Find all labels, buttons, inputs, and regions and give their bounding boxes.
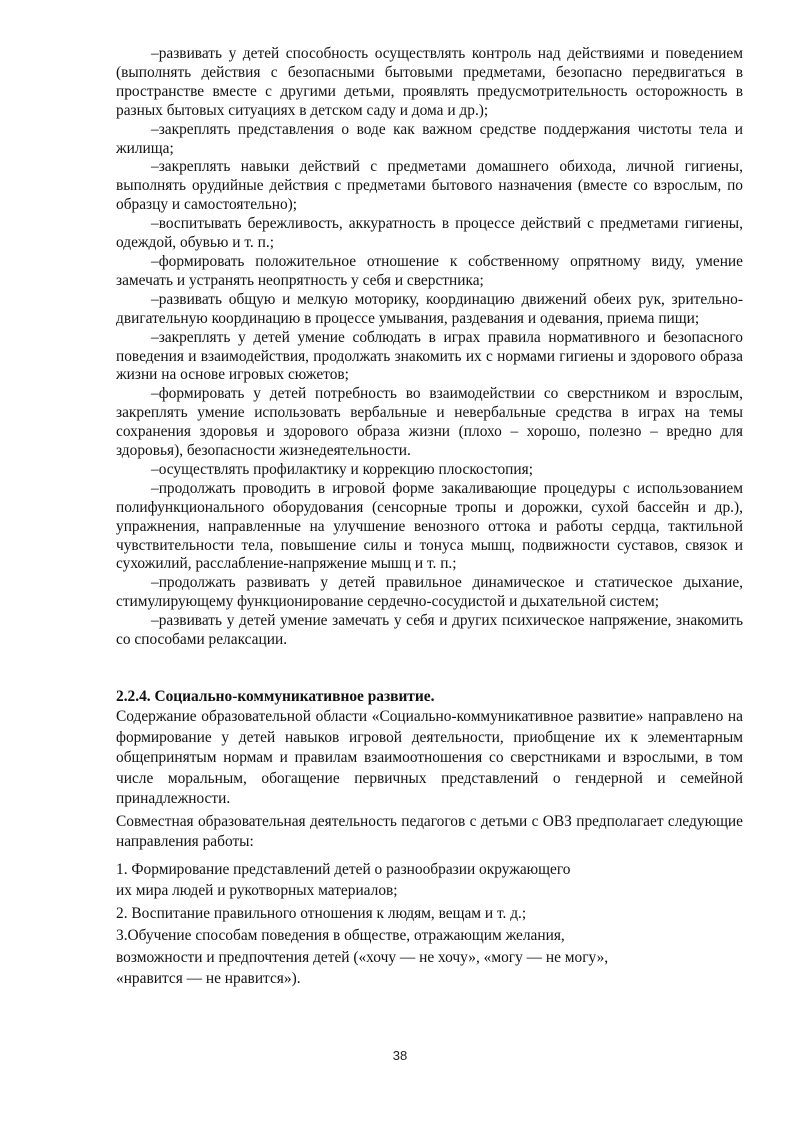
list-line: возможности и предпочтения детей («хочу — не хочу», «могу — не могу», [116,948,609,966]
list-line: их мира людей и рукотворных материалов; [116,882,398,899]
bullet-item: –продолжать проводить в игровой форме закаливающие процедуры с использованием полифункционального оборудования (сенсорные тропы и дорожки, сухой бассейн и др.), упражнения, направленные на улучшение венозного оттока и работы сердца, тактильной чувствительности тела, повышение силы и тонуса мышц, подвижности суставов, связок и сухожилий, расслабление-напряжение мышц и т. п.; [116,479,743,573]
section-paragraph: Совместная образовательная деятельность педагогов с детьми с ОВЗ предполагает следующие направления работы: [116,812,743,850]
list-line: 2. Воспитание правильного отношения к людям, вещам и т. д.; [116,904,527,922]
bullet-item: –воспитывать бережливость, аккуратность в процессе действий с предметами гигиены, одеждой, обувью и т. п.; [116,215,743,252]
bullet-item: –формировать положительное отношение к собственному опрятному виду, умение замечать и устранять неопрятность у себя и сверстника; [116,252,743,289]
document-page [116,45,743,990]
list-line: 1. Формирование представлений детей о разнообразии окружающего [116,860,571,878]
bullet-item: –развивать у детей способность осуществлять контроль над действиями и поведением (выполнять действия с безопасными бытовыми предметами, безопасно передвигаться в пространстве вместе с другими детьми, проявлять предусмотрительность осторожность в разных бытовых ситуациях в детском саду и дома и др.); [116,45,743,119]
bullet-item: –закреплять у детей умение соблюдать в играх правила нормативного и безопасного поведения и взаимодействия, продолжать знакомить их с нормами гигиены и здорового образа жизни на основе игровых сюжетов; [116,328,743,384]
bullet-item: –развивать у детей умение замечать у себя и других психическое напряжение, знакомить со способами релаксации. [116,612,743,649]
section-social-communicative [116,687,743,990]
list-line: 3.Обучение способам поведения в обществе, отражающим желания, [116,927,565,944]
directions-list [116,859,743,990]
section-paragraph: Содержание образовательной области «Социально-коммуникативное развитие» направлено на формирование у детей навыков игровой деятельности, приобщение их к элементарным общепринятым нормам и правилам взаимоотношения со сверстниками и взрослыми, в том числе моральным, обогащение первичных представлений о гендерной и семейной принадлежности. [116,708,743,807]
bullet-item: –закреплять представления о воде как важном средстве поддержания чистоты тела и жилища; [116,120,743,157]
section-heading: 2.2.4. Социально-коммуникативное развитие. [116,688,435,705]
bullet-item: –формировать у детей потребность во взаимодействии со сверстником и взрослым, закреплять умение использовать вербальные и невербальные средства в играх на темы сохранения здоровья и здорового образа жизни (плохо – хорошо, полезно – вредно для здоровья), безопасности жизнедеятельности. [116,385,743,460]
bullet-item: –осуществлять профилактику и коррекцию плоскостопия; [151,460,533,478]
list-line: «нравится — не нравится»). [116,970,301,987]
bullet-item: –продолжать развивать у детей правильное динамическое и статическое дыхание, стимулирующему функционирование сердечно-сосудистой и дыхательной систем; [116,574,743,611]
page-number: 38 [392,1048,408,1063]
bullet-item: –развивать общую и мелкую моторику, координацию движений обеих рук, зрительно-двигательную координацию в процессе умывания, раздевания и одевания, приема пищи; [116,290,743,327]
bullet-item: –закреплять навыки действий с предметами домашнего обихода, личной гигиены, выполнять орудийные действия с предметами бытового назначения (вместе со взрослым, по образцу и самостоятельно); [116,158,743,214]
bullet-list [116,45,743,650]
